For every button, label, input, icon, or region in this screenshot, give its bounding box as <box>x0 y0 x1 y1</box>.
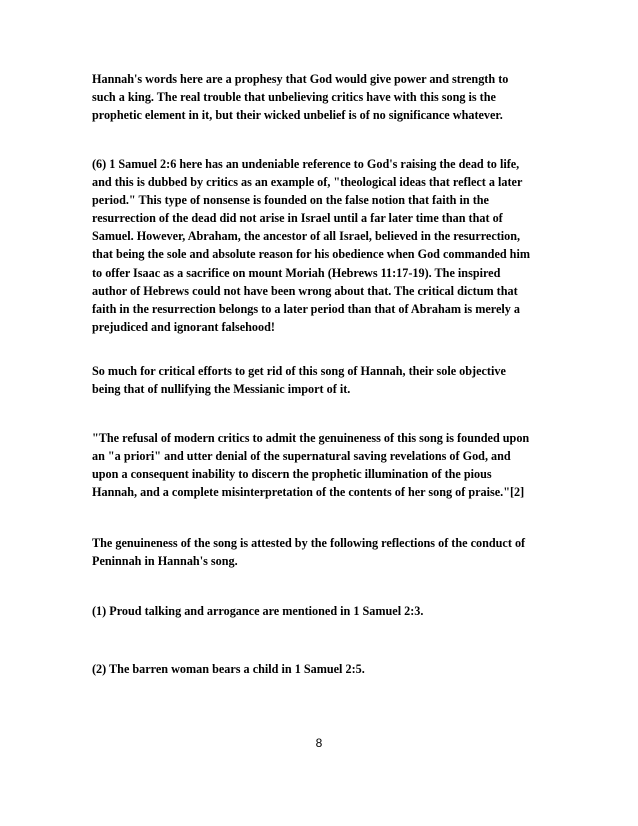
text-line: resurrection of the dead did not arise in Israel until a far later time than that of <box>92 211 503 226</box>
text-line: upon a consequent inability to discern the prophetic illumination of the pious <box>92 467 492 482</box>
text-line: period." This type of nonsense is founded on the false notion that faith in the <box>92 193 489 208</box>
text-line: Peninnah in Hannah's song. <box>92 554 238 569</box>
text-line: prejudiced and ignorant falsehood! <box>92 319 275 334</box>
text-line: Hannah's words here are a prophesy that God would give power and strength to <box>92 72 509 86</box>
text-line: Hannah, and a complete misinterpretation of the contents of her song of praise."[2] <box>92 485 525 500</box>
paragraph-point-1 <box>92 602 552 620</box>
text-line: (1) Proud talking and arrogance are mentioned in 1 Samuel 2:3. <box>92 604 424 618</box>
text-line: The genuineness of the song is attested by the following reflections of the conduct of <box>92 536 526 550</box>
text-line: being that of nullifying the Messianic import of it. <box>92 382 351 397</box>
text-line: So much for critical efforts to get rid of this song of Hannah, their sole objective <box>92 364 506 378</box>
paragraph-resurrection-reference <box>92 155 552 336</box>
paragraph-hannah-prophecy <box>92 70 552 124</box>
text-line: Samuel. However, Abraham, the ancestor of all Israel, believed in the resurrection, <box>92 229 521 244</box>
page-number: 8 <box>315 736 323 750</box>
text-line: an "a priori" and utter denial of the supernatural saving revelations of God, and <box>92 449 511 464</box>
text-line: author of Hebrews could not have been wrong about that. The critical dictum that <box>92 283 518 298</box>
text-line: "The refusal of modern critics to admit the genuineness of this song is founded upon <box>92 431 530 445</box>
text-line: to offer Isaac as a sacrifice on mount Moriah (Hebrews 11:17-19). The inspired <box>92 265 501 280</box>
text-line: that being the sole and absolute reason for his obedience when God commanded him <box>92 247 530 262</box>
text-line: (2) The barren woman bears a child in 1 Samuel 2:5. <box>92 662 365 676</box>
text-line: and this is dubbed by critics as an example of, "theological ideas that reflect a later <box>92 175 523 190</box>
paragraph-point-2 <box>92 660 552 678</box>
text-line: (6) 1 Samuel 2:6 here has an undeniable reference to God's raising the dead to life, <box>92 157 520 171</box>
paragraph-critical-efforts <box>92 362 552 398</box>
paragraph-genuineness <box>92 534 552 570</box>
text-line: faith in the resurrection belongs to a later period than that of Abraham is merely a <box>92 301 521 316</box>
paragraph-quotation <box>92 429 552 501</box>
text-line: such a king. The real trouble that unbelieving critics have with this song is the <box>92 90 496 105</box>
text-line: prophetic element in it, but their wicked unbelief is of no significance whatever. <box>92 108 503 123</box>
